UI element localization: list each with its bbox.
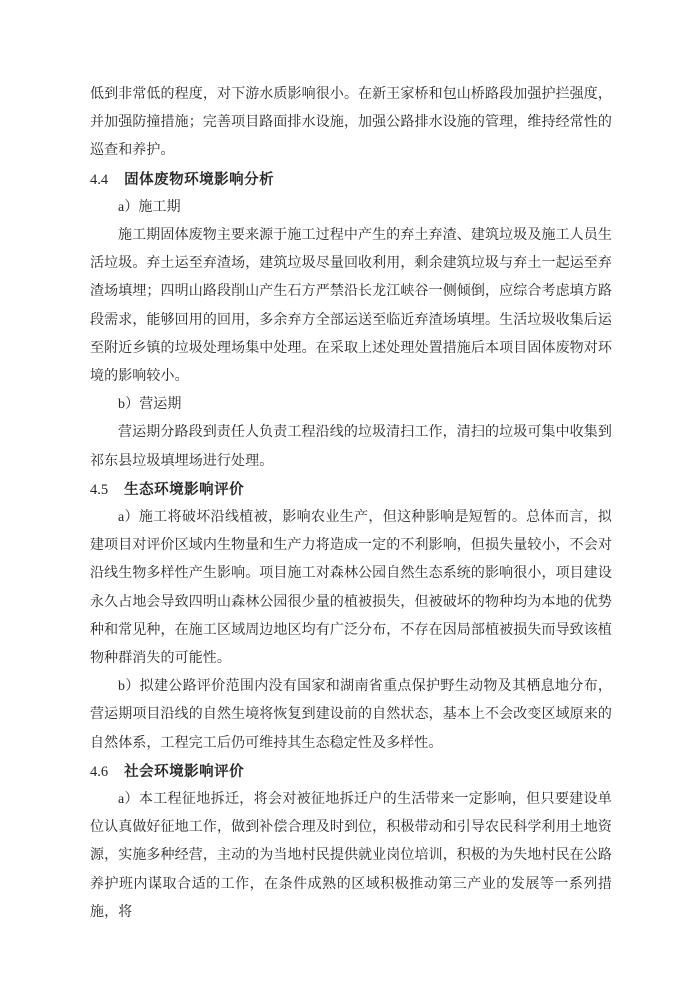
- section-title-solid-waste: 固体废物环境影响分析: [124, 171, 275, 188]
- paragraph-wildlife-habitat: b）拟建公路评价范围内没有国家和湖南省重点保护野生动物及其栖息地分布，营运期项目沿线的自然生境将恢复到建设前的自然状态，基本上不会改变区域原来的自然体系，工程完工后仍可维持其生态稳定性及多样性。: [90, 679, 612, 751]
- subitem-construction-period-label: a）施工期: [118, 199, 181, 215]
- section-heading-4-6: [90, 758, 612, 786]
- section-heading-4-5: [90, 476, 612, 504]
- section-title-social-impact: 社会环境影响评价: [124, 763, 245, 780]
- section-heading-4-4: [90, 166, 612, 194]
- section-number: 4.4: [90, 171, 109, 188]
- paragraph-water-quality-measures: 低到非常低的程度，对下游水质影响很小。在新王家桥和包山桥路段加强护拦强度，并加强防撞措施；完善项目路面排水设施，加强公路排水设施的管理，维持经常性的巡查和养护。: [90, 87, 612, 159]
- section-title-ecological-impact: 生态环境影响评价: [124, 481, 245, 498]
- subitem-operation-period-label: b）营运期: [118, 397, 182, 413]
- paragraph-land-acquisition-resettlement: a）本工程征地拆迁，将会对被征地拆迁户的生活带来一定影响，但只要建设单位认真做好征地工作，做到补偿合理及时到位，积极带动和引导农民科学利用土地资源，实施多种经营，主动的为当地村民提供就业岗位培训，积极的为失地村民在公路养护班内谋取合适的工作，在条件成熟的区域积极推动第三产业的发展等一系列措施，将: [90, 792, 612, 920]
- section-number: 4.5: [90, 481, 109, 498]
- paragraph-vegetation-impact: a）施工将破坏沿线植被，影响农业生产，但这种影响是短暂的。总体而言，拟建项目对评价区域内生物量和生产力将造成一定的不利影响，但损失量较小，不会对沿线生物多样性产生影响。项目施工对森林公园自然生态系统的影响很小，项目建设永久占地会导致四明山森林公园很少量的植被损失，但被破坏的物种均为本地的优势种和常见种，在施工区域周边地区均有广泛分布，不存在因局部植被损失而导致该植物种群消失的可能性。: [90, 510, 612, 667]
- section-number: 4.6: [90, 763, 109, 780]
- paragraph-construction-solid-waste: 施工期固体废物主要来源于施工过程中产生的弃土弃渣、建筑垃圾及施工人员生活垃圾。弃土运至弃渣场，建筑垃圾尽量回收利用，剩余建筑垃圾与弃土一起运至弃渣场填埋；四明山路段削山产生石方严禁沿长龙江峡谷一侧倾倒，应综合考虑填方路段需求，能够回用的回用，多余弃方全部运送至临近弃渣场填埋。生活垃圾收集后运至附近乡镇的垃圾处理场集中处理。在采取上述处理处置措施后本项目固体废物对环境的影响较小。: [90, 228, 612, 385]
- paragraph-operation-waste-cleaning: 营运期分路段到责任人负责工程沿线的垃圾清扫工作，清扫的垃圾可集中收集到祁东县垃圾填埋场进行处理。: [90, 425, 612, 469]
